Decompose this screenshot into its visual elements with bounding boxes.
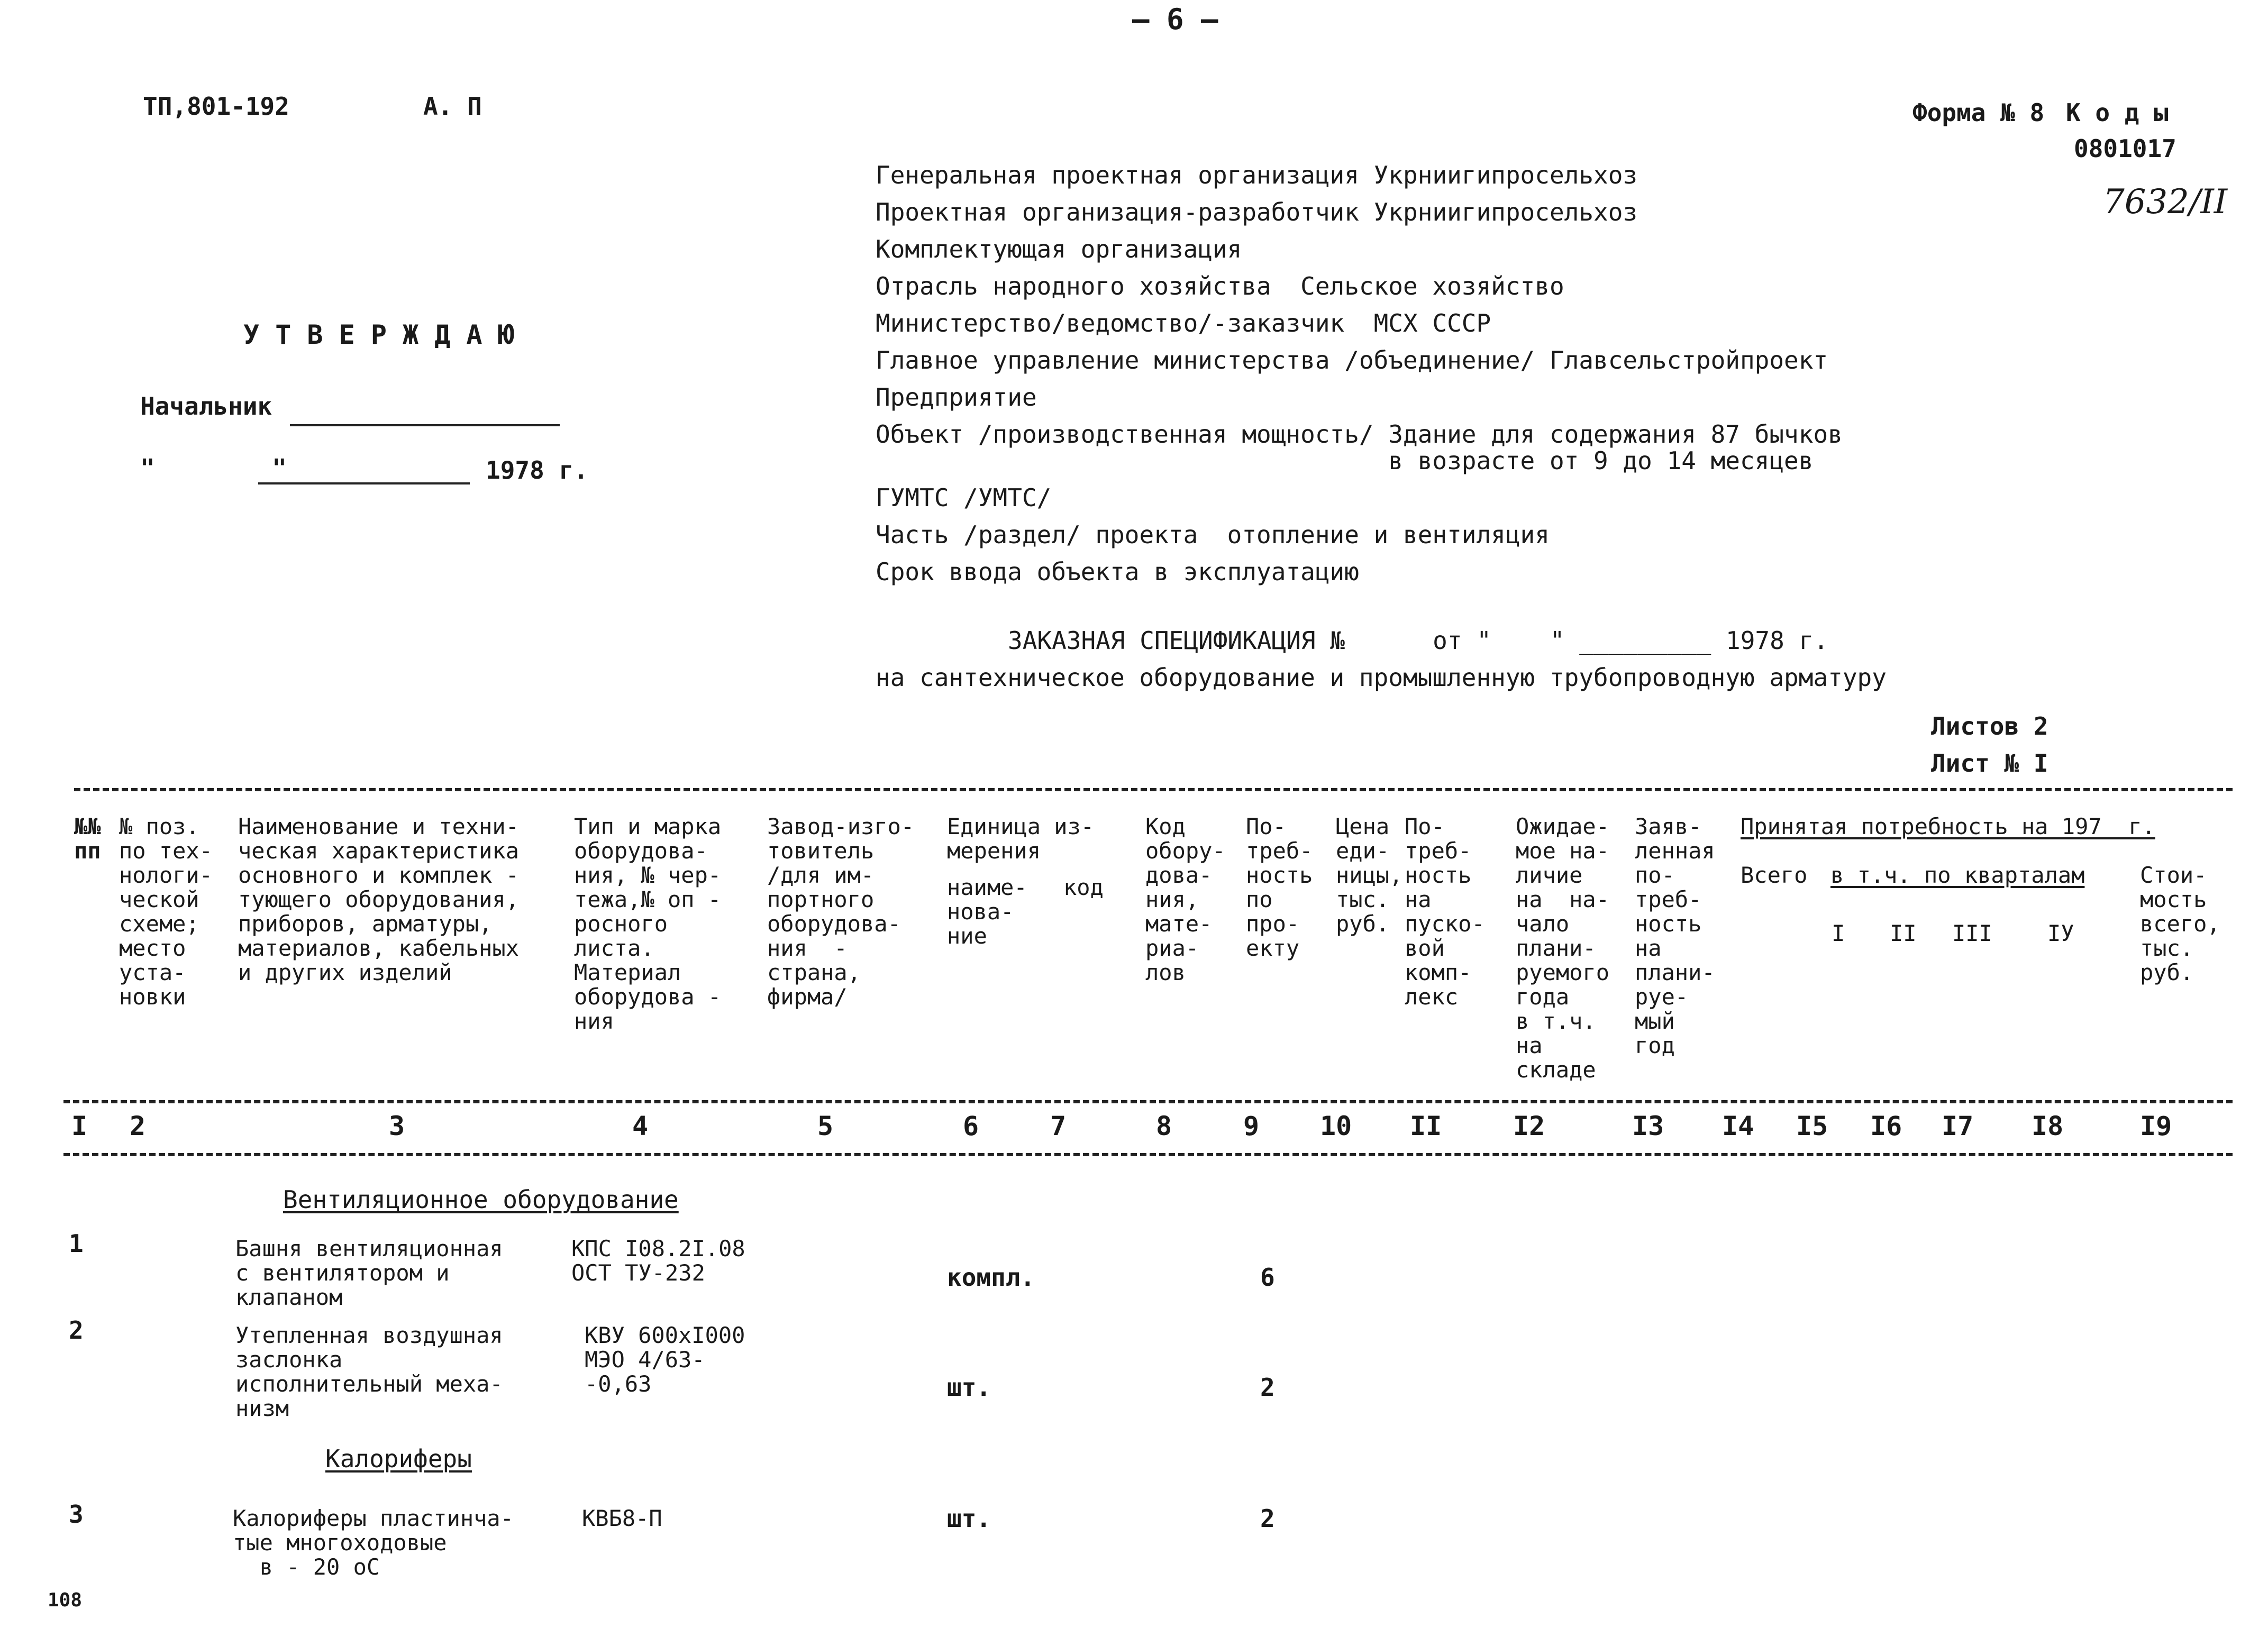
- column-number: II: [1410, 1111, 1442, 1141]
- sheet-number: Лист № I: [1931, 749, 2048, 778]
- header-ministry: Министерство/ведомство/-заказчик МСХ СССР: [876, 309, 1491, 337]
- column-number: 6: [963, 1111, 979, 1141]
- approve-date-line: [258, 482, 470, 484]
- column-number: 8: [1156, 1111, 1172, 1141]
- header-col-3: Наименование и техни- ческая характеристика основного и комплек - тующего оборудования, приборов, арматуры, материалов, кабельных и других изделий: [238, 813, 520, 985]
- page-number: — 6 —: [1132, 3, 1218, 36]
- column-number: 2: [130, 1111, 146, 1141]
- row-number: 3: [69, 1500, 84, 1529]
- header-quarter-2: II: [1890, 920, 1917, 946]
- header-col-7: код: [1063, 874, 1104, 900]
- header-object-cont: в возрасте от 9 до 14 месяцев: [876, 446, 1814, 475]
- column-number: I2: [1513, 1111, 1545, 1141]
- column-number: I3: [1632, 1111, 1664, 1141]
- column-number: I7: [1942, 1111, 1974, 1141]
- row-number: 2: [69, 1316, 84, 1345]
- header-col-11: По- треб- ность на пуско- вой комп- лекс: [1405, 813, 1485, 1010]
- codes-label: К о д ы: [2066, 98, 2169, 127]
- column-numbers-bottom-border: [63, 1153, 2233, 1156]
- row-item-type: КВБ8-П: [582, 1505, 662, 1531]
- header-col-10: Цена еди- ницы, тыс. руб.: [1336, 813, 1403, 937]
- header-gumts: ГУМТС /УМТС/: [876, 483, 1052, 512]
- header-part: Часть /раздел/ проекта отопление и вентиляция: [876, 520, 1550, 549]
- header-supply-org: Комплектующая организация: [876, 235, 1242, 263]
- column-number: 10: [1320, 1111, 1352, 1141]
- row-item-unit: шт.: [947, 1373, 991, 1402]
- column-number: 4: [632, 1111, 649, 1141]
- approve-title: У Т В Е Р Ж Д А Ю: [243, 319, 514, 350]
- document-code: ТП,801-192: [143, 92, 289, 121]
- header-col-6: наиме- нова- ние: [947, 874, 1027, 949]
- footer-mark: 108: [48, 1589, 83, 1611]
- header-col-5: Завод-изго- товитель /для им- портного оборудова- ния - страна, фирма/: [767, 813, 915, 1010]
- code-value: 0801017: [2074, 134, 2176, 163]
- column-number: I8: [2032, 1111, 2064, 1141]
- header-object: Объект /производственная мощность/ Здание для содержания 87 бычков: [876, 420, 1843, 449]
- chief-label: Начальник: [140, 392, 272, 420]
- header-col-13: Заяв- ленная по- треб- ность на плани- руе- мый год: [1635, 813, 1715, 1058]
- spec-title: ЗАКАЗНАЯ СПЕЦИФИКАЦИЯ № от " " _________ 1978 г.: [1008, 626, 1828, 655]
- handwritten-number: 7632/II: [2103, 182, 2227, 222]
- header-col-9: По- треб- ность по про- екту: [1246, 813, 1313, 961]
- column-number: I: [71, 1111, 88, 1141]
- header-col-19: Стои- мость всего, тыс. руб.: [2140, 862, 2220, 985]
- row-item-unit: компл.: [947, 1263, 1035, 1292]
- column-number: I6: [1870, 1111, 1902, 1141]
- form-label: Форма № 8: [1912, 98, 2045, 127]
- spec-subtitle: на сантехническое оборудование и промышленную трубопроводную арматуру: [876, 663, 1887, 692]
- row-item-quantity: 2: [1260, 1373, 1275, 1402]
- header-total: Всего: [1741, 862, 1808, 888]
- table-top-border: [74, 788, 2233, 791]
- column-number: I4: [1722, 1111, 1754, 1141]
- row-item-name: Калориферы пластинча- тые многоходовые в - 20 оС: [233, 1505, 514, 1580]
- column-number: I5: [1796, 1111, 1828, 1141]
- row-item-type: КПС I08.2I.08 ОСТ ТУ-232: [571, 1236, 745, 1286]
- section-heaters-title: Калориферы: [325, 1444, 472, 1473]
- header-industry: Отрасль народного хозяйства Сельское хозяйство: [876, 272, 1564, 300]
- column-number: I9: [2140, 1111, 2172, 1141]
- row-item-unit: шт.: [947, 1504, 991, 1533]
- header-col-4: Тип и марка оборудова- ния, № чер- тежа,№ оп - росного листа. Материал оборудова - ния: [574, 813, 722, 1034]
- header-col-2: № поз. по тех- нологи- ческой схеме; место уста- новки: [119, 813, 213, 1010]
- header-accepted-demand: Принятая потребность на 197 г.: [1741, 813, 2155, 839]
- header-col-8: Код обору- дова- ния, мате- риа- лов: [1145, 813, 1226, 985]
- header-general-org: Генеральная проектная организация Укрниигипросельхоз: [876, 161, 1638, 189]
- section-ventilation-title: Вентиляционное оборудование: [283, 1185, 679, 1214]
- row-item-quantity: 6: [1260, 1263, 1275, 1292]
- header-main-directorate: Главное управление министерства /объединение/ Главсельстройпроект: [876, 346, 1828, 374]
- column-number: 9: [1243, 1111, 1260, 1141]
- row-item-quantity: 2: [1260, 1504, 1275, 1533]
- header-design-org: Проектная организация-разработчик Укрниигипросельхоз: [876, 198, 1638, 226]
- approve-date-quotes: " ": [140, 454, 287, 482]
- header-quarter-1: I: [1832, 920, 1845, 946]
- header-enterprise: Предприятие: [876, 383, 1037, 411]
- row-item-name: Башня вентиляционная с вентилятором и клапаном: [235, 1236, 503, 1310]
- header-col-1: №№ пп: [74, 813, 101, 864]
- sheets-total: Листов 2: [1931, 712, 2048, 740]
- chief-signature-line: [290, 424, 560, 426]
- header-col-12: Ожидае- мое на- личие на на- чало плани- руемого года в т.ч. на складе: [1516, 813, 1610, 1083]
- column-number: 3: [389, 1111, 405, 1141]
- row-item-type: КВУ 600хI000 МЭО 4/63- -0,63: [585, 1322, 745, 1397]
- album-label: А. П: [423, 92, 482, 121]
- header-quarter-4: IУ: [2047, 920, 2074, 946]
- column-number: 5: [817, 1111, 834, 1141]
- header-quarter-3: III: [1952, 920, 1992, 946]
- row-item-name: Утепленная воздушная заслонка исполнительный меха- низм: [235, 1322, 503, 1421]
- column-number: 7: [1050, 1111, 1067, 1141]
- header-deadline: Срок ввода объекта в эксплуатацию: [876, 557, 1359, 586]
- header-by-quarters: в т.ч. по кварталам: [1830, 862, 2085, 888]
- row-number: 1: [69, 1229, 84, 1258]
- approve-year: 1978 г.: [486, 456, 588, 484]
- column-numbers-top-border: [63, 1100, 2233, 1103]
- header-unit-group: Единица из- мерения: [947, 813, 1095, 864]
